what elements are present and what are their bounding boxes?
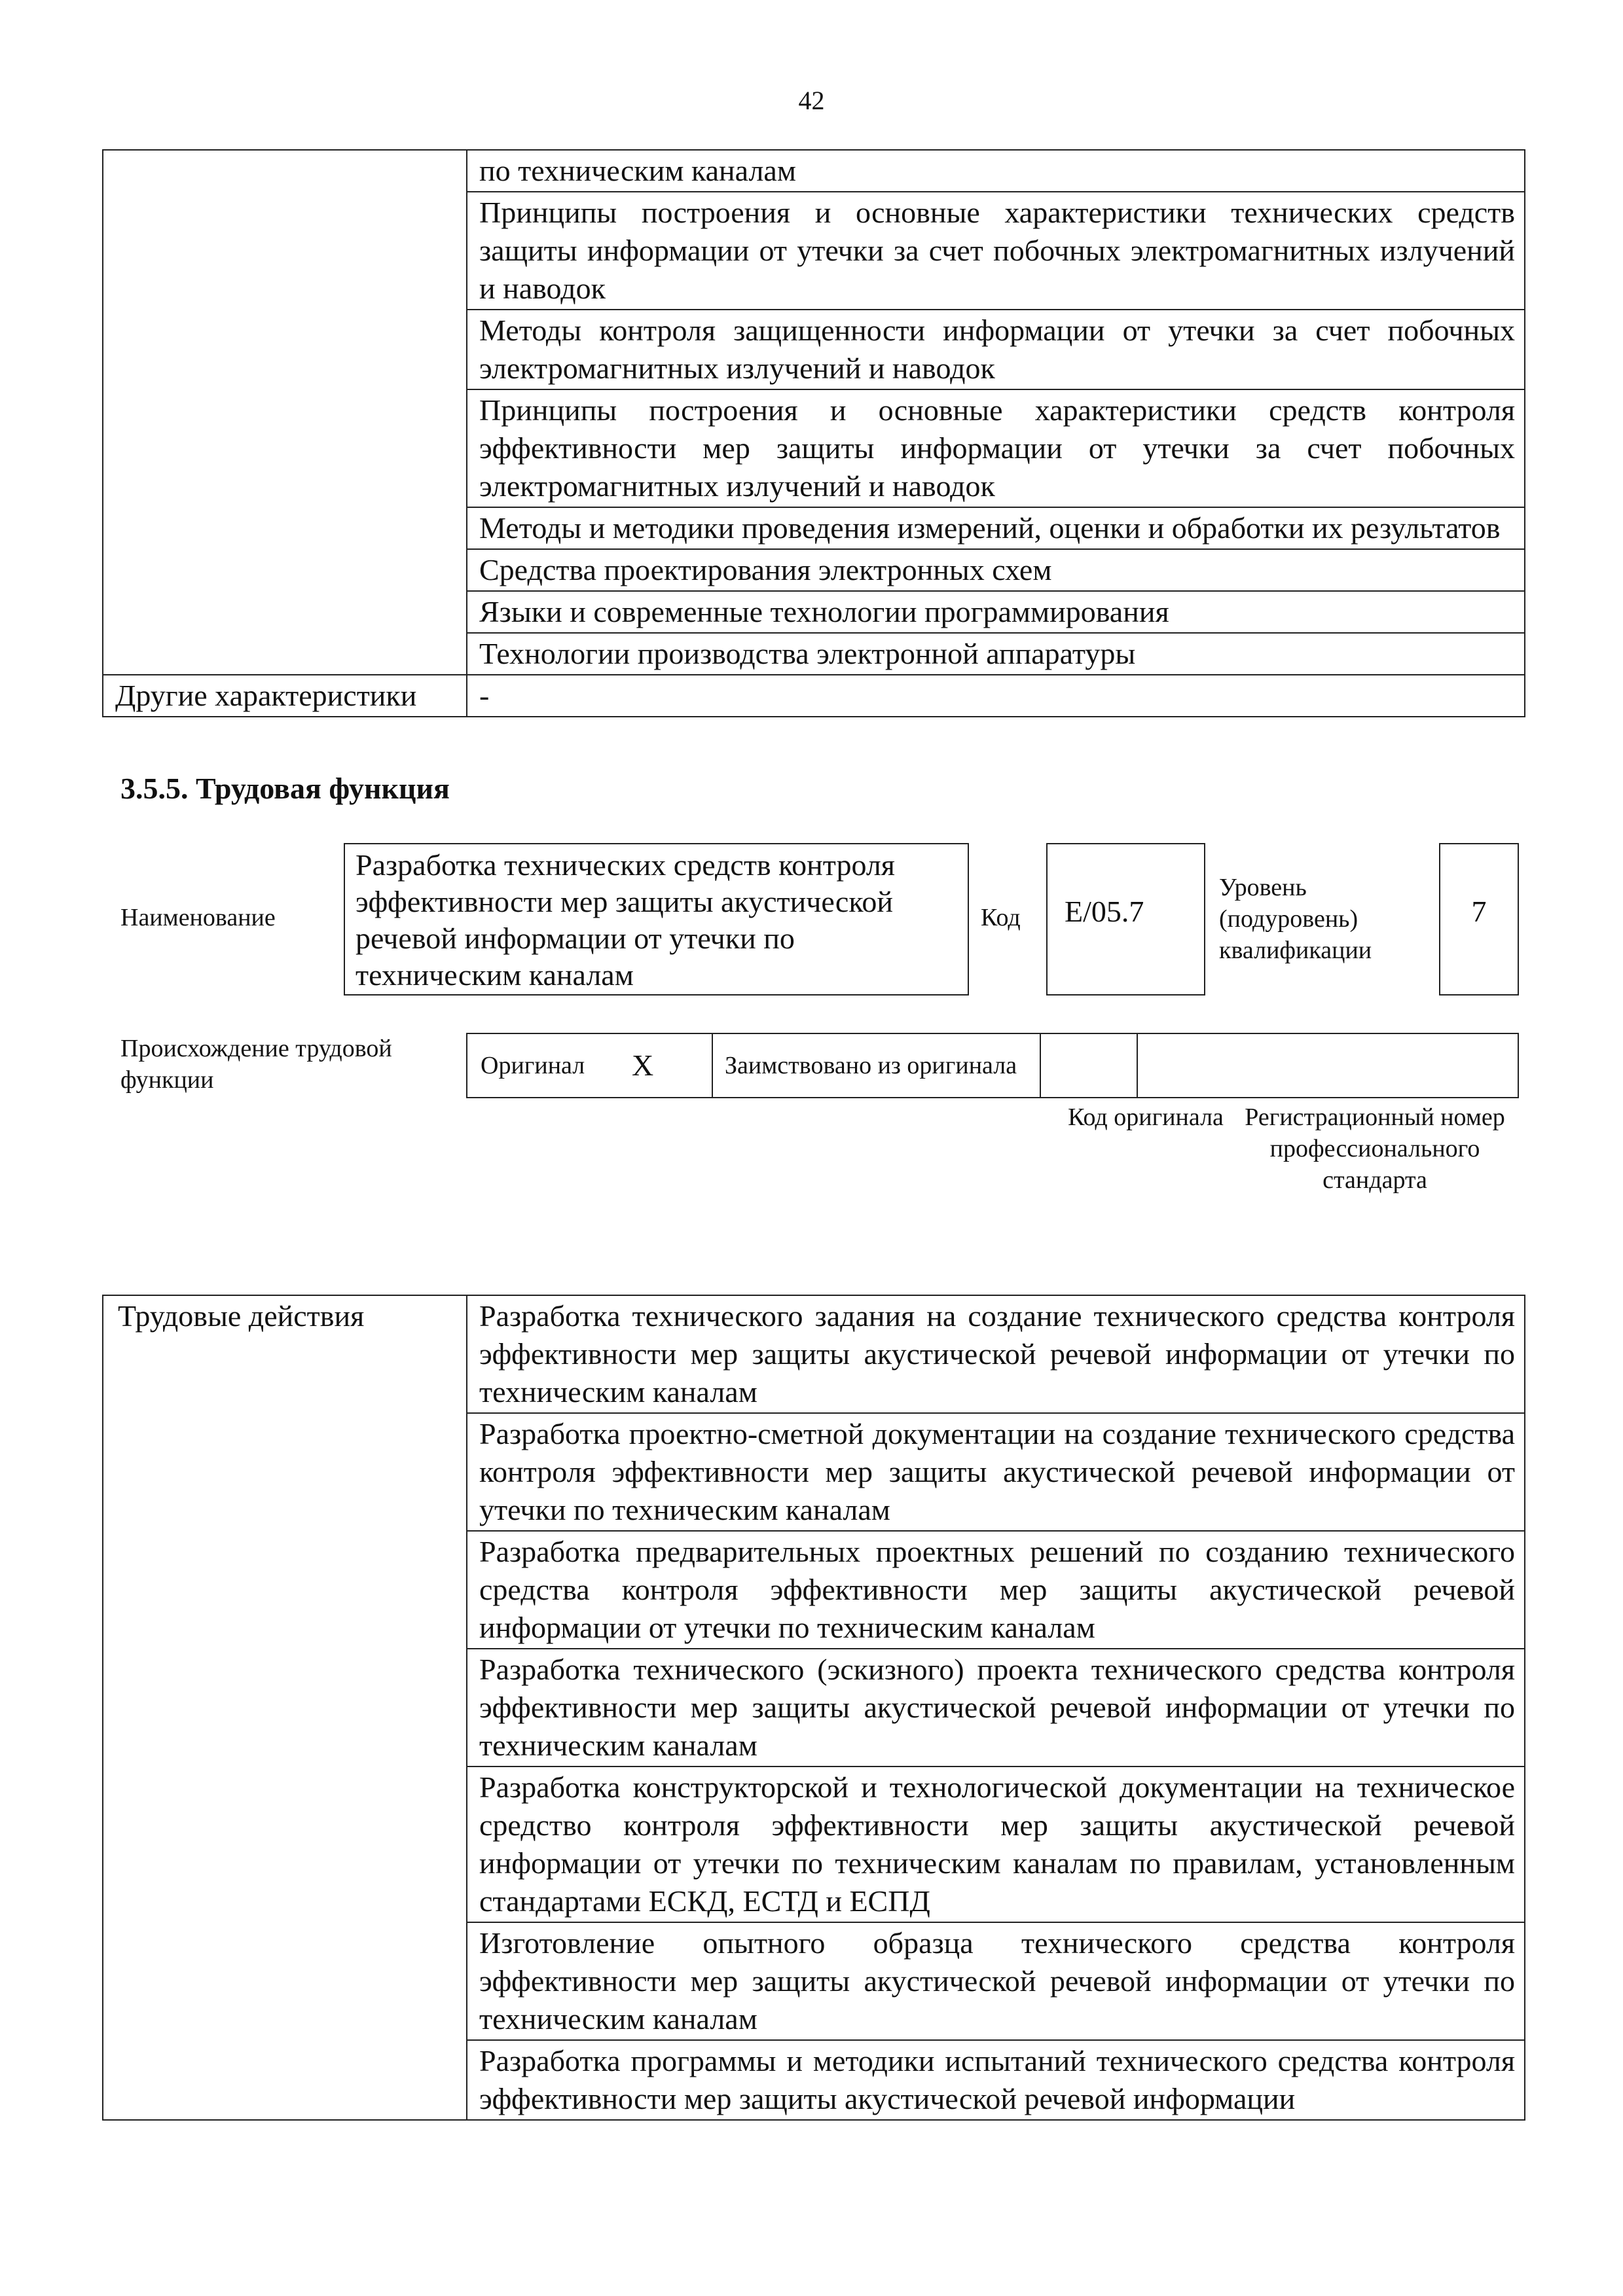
function-name-box xyxy=(344,843,969,996)
table-row xyxy=(103,675,1525,717)
page-number: 42 xyxy=(798,86,825,115)
list-item: Разработка программы и методики испытаний технического средства контроля эффективности мер защиты акустической речевой информации xyxy=(467,2040,1525,2120)
actions-label: Трудовые действия xyxy=(103,1295,467,2120)
level-box xyxy=(1439,843,1519,996)
name-label: Наименование xyxy=(120,904,276,931)
function-name: Разработка технических средств контроля эффективности мер защиты акустической речевой информации от утечки по техническим каналам xyxy=(356,848,895,992)
table-row xyxy=(103,150,1525,192)
list-item: Методы контроля защищенности информации от утечки за счет побочных электромагнитных излучений и наводок xyxy=(467,310,1525,389)
reg-number-label: Регистрационный номер профессионального стандарта xyxy=(1245,1103,1505,1194)
origin-code-cell xyxy=(1040,1033,1137,1098)
borrowed-label: Заимствовано из оригинала xyxy=(712,1033,1040,1098)
table-row xyxy=(103,1295,1525,1413)
origin-code-label: Код оригинала xyxy=(1068,1103,1224,1131)
list-item: Изготовление опытного образца технического средства контроля эффективности мер защиты акустической речевой информации от утечки по техническим каналам xyxy=(467,1922,1525,2040)
section-heading: 3.5.5. Трудовая функция xyxy=(120,772,450,805)
list-item: Разработка технического (эскизного) проекта технического средства контроля эффективности мер защиты акустической речевой информации от утечки по техническим каналам xyxy=(467,1649,1525,1767)
other-characteristics-label: Другие характеристики xyxy=(103,675,467,717)
list-item: Языки и современные технологии программирования xyxy=(467,591,1525,633)
list-item: Принципы построения и основные характеристики технических средств защиты информации от утечки за счет побочных электромагнитных излучений и наводок xyxy=(467,192,1525,310)
code-value: E/05.7 xyxy=(1065,895,1144,928)
reg-number-cell xyxy=(1137,1033,1518,1098)
actions-table xyxy=(102,1295,1525,2121)
table-row xyxy=(467,1033,1518,1098)
code-box xyxy=(1046,843,1205,996)
original-mark: X xyxy=(632,1033,712,1098)
list-item: Разработка предварительных проектных решений по созданию технического средства контроля эффективности мер защиты акустической речевой информации от утечки по техническим каналам xyxy=(467,1531,1525,1649)
original-label: Оригинал xyxy=(467,1033,632,1098)
list-item: Разработка конструкторской и технологической документации на техническое средство контроля эффективности мер защиты акустической речевой информации от утечки по техническим каналам по правилам, установленным стандартами ЕСКД, ЕСТД и ЕСПД xyxy=(467,1767,1525,1922)
other-characteristics-value: - xyxy=(467,675,1525,717)
list-item: Методы и методики проведения измерений, оценки и обработки их результатов xyxy=(467,507,1525,549)
origin-table xyxy=(466,1033,1519,1098)
list-item: по техническим каналам xyxy=(467,150,1525,192)
list-item: Разработка проектно-сметной документации на создание технического средства контроля эффективности мер защиты акустической речевой информации от утечки по техническим каналам xyxy=(467,1413,1525,1531)
empty-label-cell xyxy=(103,150,467,675)
level-value: 7 xyxy=(1471,895,1487,928)
list-item: Разработка технического задания на создание технического средства контроля эффективности мер защиты акустической речевой информации от утечки по техническим каналам xyxy=(467,1295,1525,1413)
list-item: Технологии производства электронной аппаратуры xyxy=(467,633,1525,675)
list-item: Средства проектирования электронных схем xyxy=(467,549,1525,591)
requirements-table xyxy=(102,149,1525,717)
code-label: Код xyxy=(981,904,1021,931)
level-label: Уровень (подуровень) квалификации xyxy=(1219,874,1372,964)
list-item: Принципы построения и основные характеристики средств контроля эффективности мер защиты информации от утечки за счет побочных электромагнитных излучений и наводок xyxy=(467,389,1525,507)
origin-label: Происхождение трудовой функции xyxy=(120,1035,392,1094)
